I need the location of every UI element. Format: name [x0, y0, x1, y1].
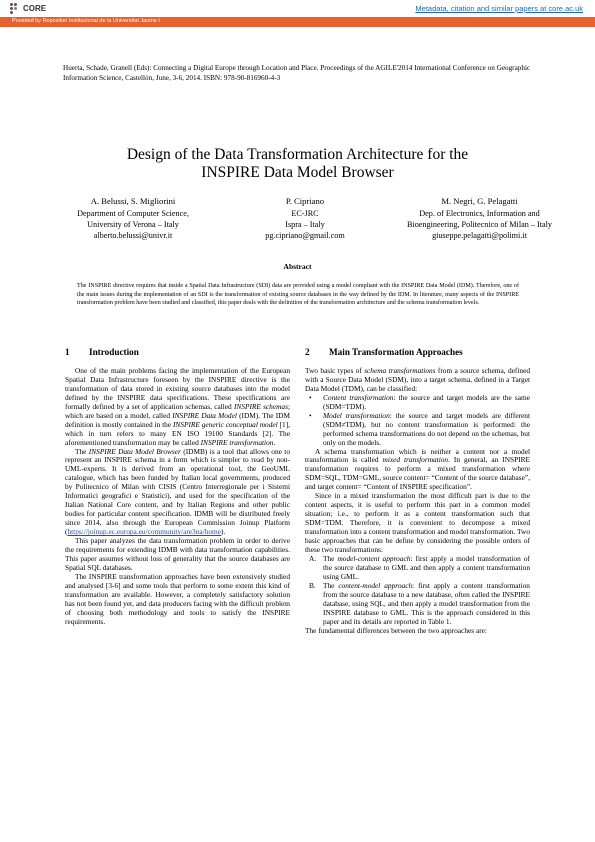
bullet-icon: •	[309, 392, 312, 402]
author-email: pg.cipriano@gmail.com	[265, 231, 345, 240]
author-names: P. Cipriano	[285, 196, 325, 206]
author-names: M. Negri, G. Pelagatti	[441, 196, 518, 206]
author-block-verona	[58, 196, 208, 241]
list-item: B. The content-model approach: first apply a content transformation from the source database to a new database, often called the INSPIRE database, using SQL, and then apply a model transformation from the INSPIRE database to GML. This is the approach considered in this paper and its details are reported in Table 1.	[305, 582, 530, 627]
approaches-paragraph-3: Since in a mixed transformation the most difficult part is due to the content aspects, it is useful to perform this part in a common model situation; i.e., to perform it as a content transformation such that SDM=TDM. Therefore, it is convenient to decompose a mixed transformation into a content transformation and model transformation. Two basic approaches that can be define by considering the possible orders of these two transformations:	[305, 491, 530, 555]
core-logo-text: CORE	[23, 3, 47, 13]
approaches-paragraph-2: A schema transformation which is neither a content nor a model transformation is called mixed transformation. In general, an INSPIRE transformation requires to perform a mixed transformation where SDM=SQL, TDM=GML, source content= “Content of the source database”, and target content= “Content of INSPIRE specification”.	[305, 446, 531, 492]
author-names: A. Belussi, S. Migliorini	[90, 196, 176, 206]
list-marker: B.	[309, 580, 316, 590]
list-marker: A.	[309, 553, 317, 563]
author-affiliation: Bioengineering, Politecnico of Milan – Italy	[406, 220, 553, 229]
author-block-polimi	[392, 196, 567, 241]
core-metadata-link[interactable]: Metadata, citation and similar papers at core.ac.uk	[415, 4, 583, 13]
author-affiliation: Department of Computer Science,	[77, 209, 189, 218]
approaches-paragraph-4: The fundamental differences between the two approaches are:	[305, 625, 487, 635]
joinup-link[interactable]: https://joinup.ec.europa.eu/community/are3na/home	[67, 527, 222, 537]
provided-by-bar	[0, 17, 595, 27]
section-number: 1	[65, 347, 70, 357]
approaches-paragraph-1: Two basic types of schema transformations from a source schema, defined with a Source Data Model (SDM), into a target schema, defined in a Target Data Model (TDM), can be classified:	[305, 365, 531, 393]
list-item: • Model transformation: the source and target models are different (SDM≠TDM), but no content transformation is performed: the performed schema transformations do not depend on the schemas, but only on the models.	[305, 412, 530, 448]
section-1-heading	[65, 348, 290, 357]
proceedings-citation: Huerta, Schade, Granell (Eds): Connecting a Digital Europe through Location and Place. Proceedings of the AGILE'2014 International Conference on Geographic Information Science, Castellón, June, 3-6, 2014. ISBN: 978-90-816960-4-3	[63, 64, 531, 82]
column-right	[305, 348, 530, 636]
author-affiliation: EC-JRC	[291, 209, 319, 218]
section-number: 2	[305, 347, 310, 357]
list-item: • Content transformation: the source and target models are the same (SDM=TDM).	[305, 394, 530, 412]
title-line-1: Design of the Data Transformation Architecture for the	[126, 146, 469, 163]
section-2-heading	[305, 348, 530, 357]
section-title: Main Transformation Approaches	[329, 347, 463, 357]
column-left	[65, 348, 290, 627]
core-header-bar	[0, 0, 595, 18]
author-email: giuseppe.pelagatti@polimi.it	[432, 231, 527, 240]
author-email: alberto.belussi@univr.it	[93, 231, 173, 240]
intro-paragraph-1: One of the main problems facing the implementation of the European Spatial Data Infrastructure foreseen by the INSPIRE directive is the transformation of data stored in existing source databases into the model defined by the INSPIRE data specifications. These specifications are formally defined by a set of application schemas, called INSPIRE schemas; which are based on a model, called INSPIRE Data Model (IDM). The IDM definition is mostly contained in the INSPIRE generic conceptual model [1], which in turn refers to many EN ISO 19100 Standards [2]. The aforementioned transformation may be called INSPIRE transformation.	[65, 365, 290, 447]
abstract-text: The INSPIRE directive requires that inside a Spatial Data Infrastructure (SDI) data are provided using a model compliant with the INSPIRE Data Model (IDM). Therefore, one of the main issues during the implementation of an SDI is the transformation of existing source databases in the way defined by the IDM. In literature, many aspects of the INSPIRE transformation problem have been studied and classified, this paper deals with the definition of the transformation architecture and the schema transformation levels.	[77, 283, 519, 306]
abstract-heading: Abstract	[283, 262, 312, 271]
section-title: Introduction	[89, 347, 139, 357]
bullet-icon: •	[309, 410, 312, 420]
provided-by-text[interactable]: Provided by Repositori Institucional de la Universitat Jaume I	[12, 18, 160, 24]
core-logo[interactable]	[10, 3, 46, 13]
author-affiliation: Ispra – Italy	[285, 220, 325, 229]
core-logo-icon	[10, 3, 20, 13]
author-affiliation: Dep. of Electronics, Information and	[419, 209, 540, 218]
title-line-2: INSPIRE Data Model Browser	[201, 164, 394, 181]
intro-paragraph-3: This paper analyzes the data transformation problem in order to derive the requirements for extending IDMB with data transformation capabilities. This paper assumes without loss of generality that the source databases are Spatial SQL databases.	[65, 536, 290, 572]
author-block-jrc	[240, 196, 370, 241]
list-item: A. The model-content approach: first apply a model transformation of the source database to GML and then apply a content transformation using GML.	[305, 555, 530, 582]
author-affiliation: University of Verona – Italy	[87, 220, 179, 229]
intro-paragraph-4: The INSPIRE transformation approaches have been extensively studied and analysed [3-6] and some tools that perform to some extent this kind of transformation are available. However, a completely satisfactory solution has not been found yet, and data producers facing with the difficult problem of choosing both methodology and tools to satisfy the INSPIRE requirements.	[65, 571, 290, 626]
paper-title	[60, 146, 535, 182]
intro-paragraph-2: The INSPIRE Data Model Browser (IDMB) is a tool that allows one to represent an INSPIRE schema in a form which is simpler to read by non-UML-experts. It is derived from an operational tool, the GeoUML catalogue, which has been funded by Italian local governments, produced by Politecnico of Milan with CISIS (Centro Interregionale per i Sistemi Informatici geografici e Statistici), and used for the specification of the Italian National Core content, and by Italian Regions and other public bodies for particular content specification. IDMB will be distributed freely since 2014, also through the European Commission Joinup Platform (https://joinup.ec.europa.eu/community/are3na/home).	[65, 446, 290, 537]
